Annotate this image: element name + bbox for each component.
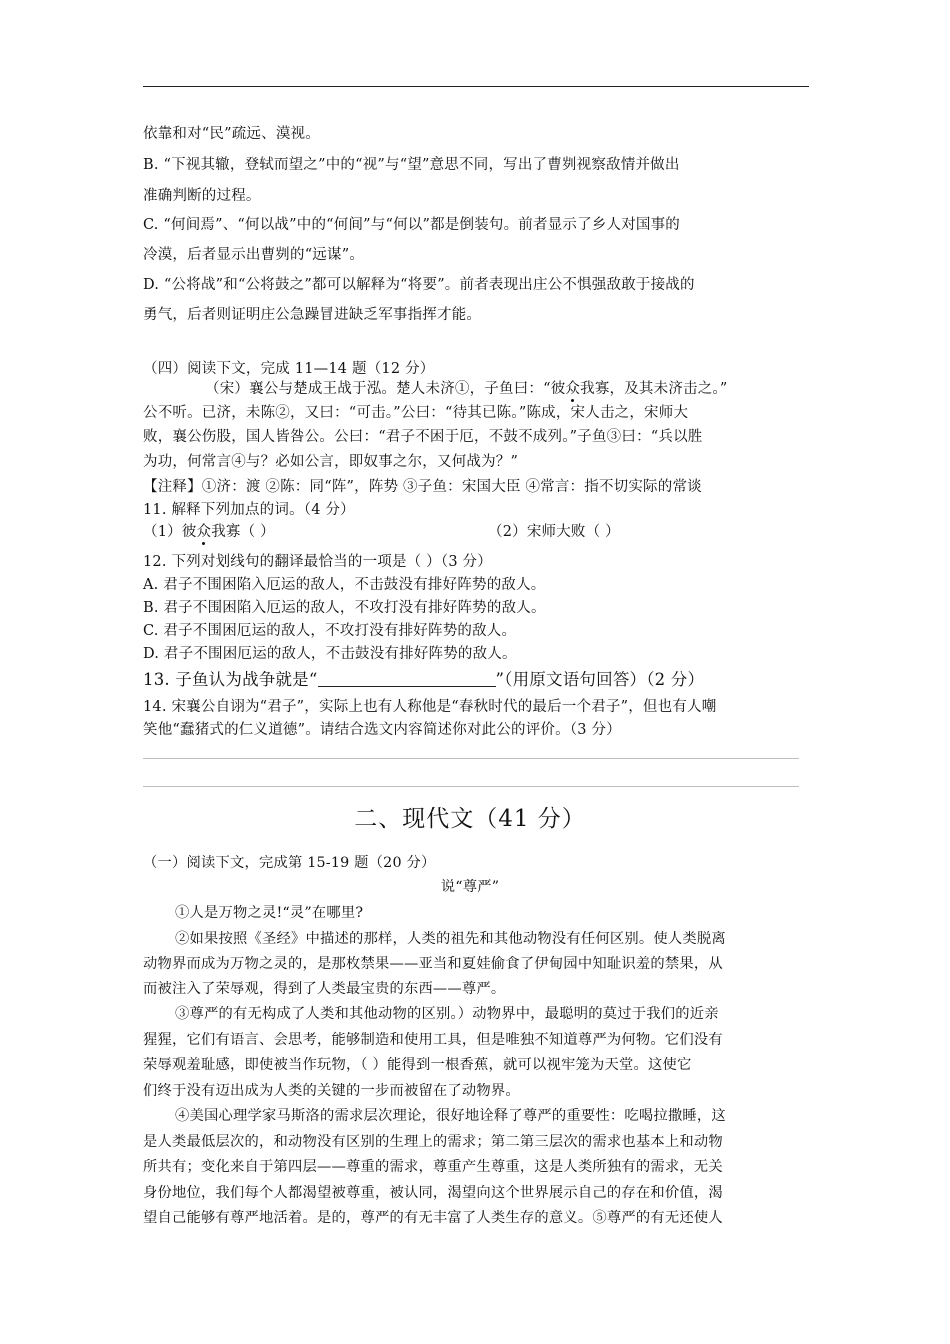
passage-line4: 为功，何常言④与？必如公言，即奴事之尔，又何战为？” xyxy=(143,454,519,470)
essay-para2-line2: 动物界而成为万物之灵的，是那枚禁果——亚当和夏娃偷食了伊甸园中知耻识羞的禁果，从 xyxy=(143,956,723,972)
option-c-line2: 冷漠，后者显示出曹刿的“远谋”。 xyxy=(143,247,365,263)
essay-title: 说“尊严” xyxy=(440,879,500,895)
dotted-word-zhong: 众 xyxy=(565,381,581,397)
q13-answer-blank[interactable] xyxy=(318,672,496,687)
question-14-line2: 笑他“蠢猪式的仁义道德”。请结合选文内容简述你对此公的评价。（3 分） xyxy=(143,722,621,738)
essay-para3-line1: ③尊严的有无构成了人类和其他动物的区别。）动物界中，最聪明的莫过于我们的近亲 xyxy=(175,1006,719,1022)
q11-item1-end: 我寡（ ） xyxy=(211,524,275,540)
essay-para4-line3: 所共有；变化来自于第四层——尊重的需求，尊重产生尊重，这是人类所独有的需求，无关 xyxy=(143,1159,723,1175)
essay-para2-line3: 而被注入了荣辱观，得到了人类最宝贵的东西——尊严。 xyxy=(143,981,506,997)
essay-para3-line3: 荣辱观羞耻感，即使被当作玩物，（ ）能得到一根香蕉，就可以视牢笼为天堂。这使它 xyxy=(143,1057,692,1073)
q13-end: ”（用原文语句回答）（2 分） xyxy=(495,670,705,689)
essay-para2-line1: ②如果按照《圣经》中描述的那样，人类的祖先和其他动物没有任何区别。使人类脱离 xyxy=(175,931,726,947)
part2-heading: 二、现代文（41 分） xyxy=(354,806,586,832)
essay-para4-line2: 是人类最低层次的，和动物没有区别的生理上的需求；第二第三层次的需求也基本上和动物 xyxy=(143,1134,723,1150)
essay-para4-line5: 望自己能够有尊严地活着。是的，尊严的有无丰富了人类生存的意义。⑤尊严的有无还使人 xyxy=(143,1210,723,1226)
q13-start: 13. 子鱼认为战争就是“ xyxy=(143,670,318,689)
q11-item1-start: （1）彼 xyxy=(143,524,197,540)
part2-intro: （一）阅读下文，完成第 15-19 题（20 分） xyxy=(143,855,436,871)
passage-line3: 败，襄公伤股，国人皆咎公。公曰：“君子不困于厄，不鼓不成列。”子鱼③曰：“兵以胜 xyxy=(143,429,703,445)
question-11: 11. 解释下列加点的词。（4 分） xyxy=(143,502,355,518)
option-d-line2: 勇气，后者则证明庄公急躁冒进缺乏军事指挥才能。 xyxy=(143,307,482,323)
passage-line1 xyxy=(205,377,728,398)
essay-para3-line4: 们终于没有迈出成为人类的关键的一步而被留在了动物界。 xyxy=(143,1083,520,1099)
question-12-option-b: B. 君子不围困陷入厄运的敌人，不攻打没有排好阵势的敌人。 xyxy=(143,600,546,616)
passage-line2: 公不听。已济，未陈②，又曰：“可击。”公曰：“待其已陈。”陈成，宋人击之，宋师大 xyxy=(143,405,689,421)
question-12-option-d: D. 君子不围困厄运的敌人，不击鼓没有排好阵势的敌人。 xyxy=(143,646,517,662)
option-c-line1: C. “何间焉”、“何以战”中的“何间”与“何以”都是倒装句。前者显示了乡人对国事的 xyxy=(143,217,680,233)
passage-line1-end: 我寡，及其未济击之。” xyxy=(580,381,728,397)
question-14-line1: 14. 宋襄公自诩为“君子”，实际上也有人称他是“春秋时代的最后一个君子”，但也有人嘲 xyxy=(143,699,717,715)
essay-para3-line2: 猩猩，它们有语言、会思考，能够制造和使用工具，但是唯独不知道尊严为何物。它们没有 xyxy=(143,1032,723,1048)
dotted-word-zhong-q11: 众 xyxy=(196,524,212,540)
option-d-line1: D. “公将战”和“公将鼓之”都可以解释为“将要”。前者表现出庄公不惧强敌敢于接战的 xyxy=(143,277,695,293)
header-rule xyxy=(143,86,809,87)
question-12-option-c: C. 君子不围困厄运的敌人，不攻打没有排好阵势的敌人。 xyxy=(143,623,517,639)
question-11-item1 xyxy=(143,520,275,541)
question-12-option-a: A. 君子不围困陷入厄运的敌人，不击鼓没有排好阵势的敌人。 xyxy=(143,577,546,593)
annotation-note: 【注释】①济：渡 ②陈：同“阵”，阵势 ③子鱼：宋国大臣 ④常言：指不切实际的常谈 xyxy=(143,479,702,495)
question-11-item2: （2）宋师大败（ ） xyxy=(488,524,620,540)
section4-intro: （四）阅读下文，完成 11—14 题（12 分） xyxy=(143,361,435,377)
answer-line-2[interactable] xyxy=(143,786,799,787)
essay-para1: ①人是万物之灵!“灵”在哪里? xyxy=(175,905,364,921)
question-13 xyxy=(143,666,704,690)
essay-para4-line1: ④美国心理学家马斯洛的需求层次理论，很好地诠释了尊严的重要性：吃喝拉撒睡，这 xyxy=(175,1108,726,1124)
question-12: 12. 下列对划线句的翻译最恰当的一项是（ ）（3 分） xyxy=(143,554,492,570)
option-b-line1: B. “下视其辙，登轼而望之”中的“视”与“望”意思不同，写出了曹刿视察敌情并做出 xyxy=(143,157,680,173)
option-a-continuation: 依靠和对“民”疏远、漠视。 xyxy=(143,126,320,142)
answer-line-1[interactable] xyxy=(143,758,799,759)
passage-line1-start: （宋）襄公与楚成王战于泓。楚人未济①，子鱼曰：“彼 xyxy=(205,381,566,397)
essay-para4-line4: 身份地位，我们每个人都渴望被尊重，被认同，渴望向这个世界展示自己的存在和价值，渴 xyxy=(143,1185,723,1201)
option-b-line2: 准确判断的过程。 xyxy=(143,188,261,204)
